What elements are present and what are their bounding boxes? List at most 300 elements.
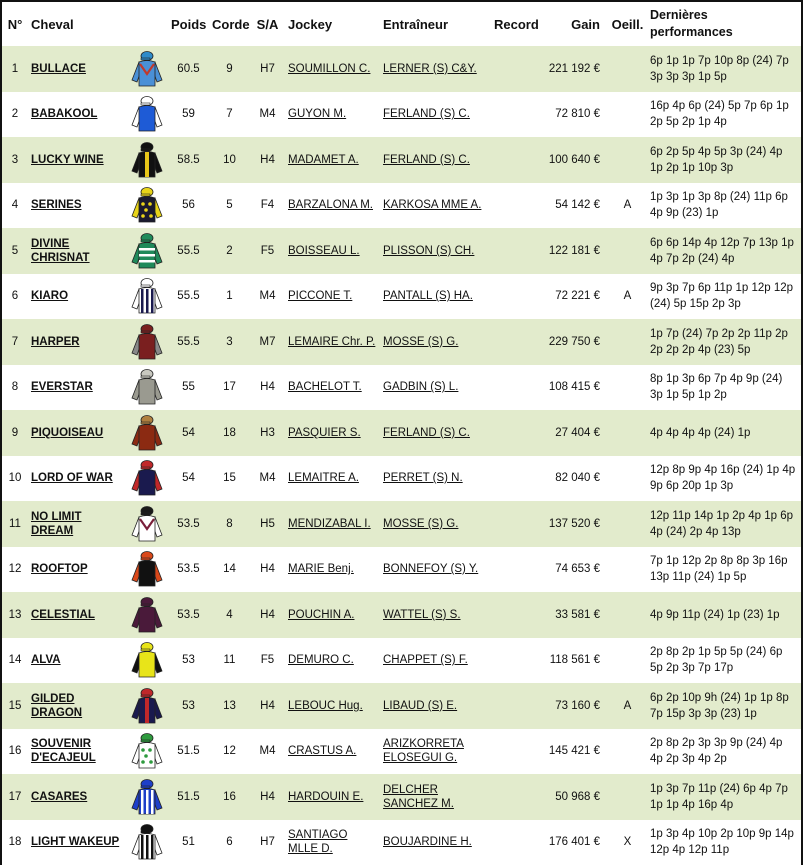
jockey-link[interactable]: HARDOUIN E. bbox=[288, 790, 364, 803]
header-silk bbox=[126, 2, 168, 46]
sex-age-cell: H4 bbox=[250, 774, 285, 820]
record-cell bbox=[491, 274, 544, 320]
performances-cell: 7p 1p 12p 2p 8p 8p 3p 16p 13p 11p (24) 1p 5p bbox=[647, 547, 801, 593]
record-cell bbox=[491, 774, 544, 820]
header-horse: Cheval bbox=[28, 2, 126, 46]
weight-cell: 55.5 bbox=[168, 228, 209, 274]
silk-gilded-dragon-icon bbox=[130, 687, 164, 725]
gain-cell: 54 142 € bbox=[544, 183, 608, 229]
gain-cell: 137 520 € bbox=[544, 501, 608, 547]
silk-cell bbox=[126, 365, 168, 411]
horse-cell bbox=[28, 547, 126, 593]
trainer-cell bbox=[380, 274, 491, 320]
jockey-cell bbox=[285, 547, 380, 593]
blinkers-cell bbox=[608, 456, 647, 502]
trainer-cell bbox=[380, 683, 491, 729]
table-row bbox=[2, 183, 801, 229]
record-cell bbox=[491, 183, 544, 229]
table-row bbox=[2, 638, 801, 684]
blinkers-cell: A bbox=[608, 683, 647, 729]
horse-name-link[interactable]: EVERSTAR bbox=[31, 381, 93, 394]
performances-cell: 6p 2p 5p 4p 5p 3p (24) 4p 1p 2p 1p 10p 3p bbox=[647, 137, 801, 183]
stall-cell: 17 bbox=[209, 365, 250, 411]
jockey-cell bbox=[285, 638, 380, 684]
blinkers-cell bbox=[608, 92, 647, 138]
trainer-link[interactable]: ARIZKORRETA ELOSEGUI G. bbox=[383, 738, 464, 765]
blinkers-cell: A bbox=[608, 274, 647, 320]
horse-cell bbox=[28, 319, 126, 365]
sex-age-cell: H7 bbox=[250, 820, 285, 865]
sex-age-cell: H4 bbox=[250, 547, 285, 593]
sex-age-cell: H4 bbox=[250, 365, 285, 411]
horse-name-link[interactable]: CELESTIAL bbox=[31, 608, 95, 621]
horse-cell bbox=[28, 820, 126, 865]
silk-cell bbox=[126, 183, 168, 229]
stall-cell: 8 bbox=[209, 501, 250, 547]
stall-cell: 13 bbox=[209, 683, 250, 729]
stall-cell: 18 bbox=[209, 410, 250, 456]
trainer-link[interactable]: CHAPPET (S) F. bbox=[383, 654, 468, 667]
trainer-link[interactable]: FERLAND (S) C. bbox=[383, 426, 470, 439]
sex-age-cell: M4 bbox=[250, 274, 285, 320]
performances-cell: 9p 3p 7p 6p 11p 1p 12p 12p (24) 5p 15p 2p 3p bbox=[647, 274, 801, 320]
silk-alva-icon bbox=[130, 641, 164, 679]
silk-lord-of-war-icon bbox=[130, 459, 164, 497]
record-cell bbox=[491, 319, 544, 365]
header-performances bbox=[647, 2, 801, 46]
trainer-cell bbox=[380, 92, 491, 138]
table-row bbox=[2, 410, 801, 456]
stall-cell: 12 bbox=[209, 729, 250, 775]
blinkers-cell bbox=[608, 729, 647, 775]
header-gain: Gain bbox=[544, 2, 608, 46]
gain-cell: 221 192 € bbox=[544, 46, 608, 92]
blinkers-cell bbox=[608, 547, 647, 593]
sex-age-cell: M4 bbox=[250, 456, 285, 502]
runner-number: 15 bbox=[2, 683, 28, 729]
trainer-cell bbox=[380, 137, 491, 183]
header-performances-line2: performances bbox=[650, 25, 733, 39]
silk-harper-icon bbox=[130, 323, 164, 361]
gain-cell: 145 421 € bbox=[544, 729, 608, 775]
record-cell bbox=[491, 820, 544, 865]
horse-name-link[interactable]: LIGHT WAKEUP bbox=[31, 836, 120, 849]
blinkers-cell bbox=[608, 774, 647, 820]
silk-souvenir-decajeul-icon bbox=[130, 732, 164, 770]
horse-name-link[interactable]: SERINES bbox=[31, 199, 82, 212]
trainer-link[interactable]: BOUJARDINE H. bbox=[383, 836, 472, 849]
gain-cell: 73 160 € bbox=[544, 683, 608, 729]
trainer-link[interactable]: PLISSON (S) CH. bbox=[383, 244, 475, 257]
horse-name-link[interactable]: ALVA bbox=[31, 654, 61, 667]
runner-number: 12 bbox=[2, 547, 28, 593]
trainer-cell bbox=[380, 638, 491, 684]
trainer-link[interactable]: BONNEFOY (S) Y. bbox=[383, 563, 479, 576]
trainer-link[interactable]: LERNER (S) C&Y. bbox=[383, 62, 477, 75]
trainer-link[interactable]: PERRET (S) N. bbox=[383, 472, 463, 485]
gain-cell: 122 181 € bbox=[544, 228, 608, 274]
runner-number: 18 bbox=[2, 820, 28, 865]
stall-cell: 3 bbox=[209, 319, 250, 365]
blinkers-cell bbox=[608, 638, 647, 684]
silk-serines-icon bbox=[130, 186, 164, 224]
weight-cell: 51.5 bbox=[168, 729, 209, 775]
runner-number: 1 bbox=[2, 46, 28, 92]
header-number: N° bbox=[2, 2, 28, 46]
blinkers-cell: A bbox=[608, 183, 647, 229]
silk-cell bbox=[126, 547, 168, 593]
header-record: Record bbox=[491, 2, 544, 46]
weight-cell: 55 bbox=[168, 365, 209, 411]
silk-celestial-icon bbox=[130, 596, 164, 634]
jockey-cell bbox=[285, 183, 380, 229]
trainer-link[interactable]: FERLAND (S) C. bbox=[383, 108, 470, 121]
sex-age-cell: M7 bbox=[250, 319, 285, 365]
trainer-cell bbox=[380, 46, 491, 92]
silk-casares-icon bbox=[130, 778, 164, 816]
sex-age-cell: H5 bbox=[250, 501, 285, 547]
silk-lucky-wine-icon bbox=[130, 141, 164, 179]
silk-cell bbox=[126, 683, 168, 729]
silk-cell bbox=[126, 820, 168, 865]
sex-age-cell: F5 bbox=[250, 638, 285, 684]
horse-cell bbox=[28, 592, 126, 638]
table-row bbox=[2, 137, 801, 183]
runners-table bbox=[2, 2, 801, 865]
gain-cell: 72 810 € bbox=[544, 92, 608, 138]
blinkers-cell bbox=[608, 501, 647, 547]
jockey-cell bbox=[285, 683, 380, 729]
horse-cell bbox=[28, 365, 126, 411]
weight-cell: 58.5 bbox=[168, 137, 209, 183]
silk-cell bbox=[126, 274, 168, 320]
gain-cell: 118 561 € bbox=[544, 638, 608, 684]
runner-number: 14 bbox=[2, 638, 28, 684]
header-blinkers: Oeill. bbox=[608, 2, 647, 46]
table-header-row bbox=[2, 2, 801, 46]
record-cell bbox=[491, 410, 544, 456]
performances-cell: 2p 8p 2p 3p 3p 9p (24) 4p 4p 2p 3p 4p 2p bbox=[647, 729, 801, 775]
silk-cell bbox=[126, 46, 168, 92]
jockey-link[interactable]: PASQUIER S. bbox=[288, 426, 361, 439]
performances-cell: 2p 8p 2p 1p 5p 5p (24) 6p 5p 2p 3p 7p 17p bbox=[647, 638, 801, 684]
silk-divine-chrisnat-icon bbox=[130, 232, 164, 270]
gain-cell: 229 750 € bbox=[544, 319, 608, 365]
jockey-cell bbox=[285, 319, 380, 365]
jockey-cell bbox=[285, 46, 380, 92]
jockey-link[interactable]: MARIE Benj. bbox=[288, 563, 354, 576]
horse-name-link[interactable]: PIQUOISEAU bbox=[31, 426, 104, 439]
table-row bbox=[2, 592, 801, 638]
jockey-link[interactable]: SANTIAGO MLLE D. bbox=[288, 829, 348, 856]
gain-cell: 27 404 € bbox=[544, 410, 608, 456]
jockey-cell bbox=[285, 410, 380, 456]
jockey-link[interactable]: LEMAITRE A. bbox=[288, 472, 359, 485]
record-cell bbox=[491, 592, 544, 638]
jockey-link[interactable]: MADAMET A. bbox=[288, 153, 359, 166]
table-row bbox=[2, 46, 801, 92]
jockey-cell bbox=[285, 92, 380, 138]
performances-cell: 1p 3p 7p 11p (24) 6p 4p 7p 1p 1p 4p 16p 4p bbox=[647, 774, 801, 820]
performances-cell: 1p 3p 1p 3p 8p (24) 11p 6p 4p 9p (23) 1p bbox=[647, 183, 801, 229]
table-row bbox=[2, 820, 801, 865]
horse-name-link[interactable]: KIARO bbox=[31, 290, 69, 303]
silk-cell bbox=[126, 456, 168, 502]
jockey-link[interactable]: POUCHIN A. bbox=[288, 608, 355, 621]
runner-number: 9 bbox=[2, 410, 28, 456]
jockey-cell bbox=[285, 820, 380, 865]
horse-cell bbox=[28, 410, 126, 456]
weight-cell: 51 bbox=[168, 820, 209, 865]
horse-cell bbox=[28, 228, 126, 274]
runner-number: 6 bbox=[2, 274, 28, 320]
weight-cell: 54 bbox=[168, 410, 209, 456]
horse-cell bbox=[28, 137, 126, 183]
trainer-cell bbox=[380, 228, 491, 274]
runner-number: 10 bbox=[2, 456, 28, 502]
jockey-link[interactable]: BOISSEAU L. bbox=[288, 244, 360, 257]
jockey-link[interactable]: DEMURO C. bbox=[288, 654, 354, 667]
gain-cell: 72 221 € bbox=[544, 274, 608, 320]
blinkers-cell bbox=[608, 592, 647, 638]
silk-cell bbox=[126, 638, 168, 684]
silk-bullace-icon bbox=[130, 50, 164, 88]
weight-cell: 53 bbox=[168, 638, 209, 684]
trainer-link[interactable]: DELCHER SANCHEZ M. bbox=[383, 783, 454, 810]
horse-name-link[interactable]: DIVINE CHRISNAT bbox=[31, 237, 90, 264]
horse-name-link[interactable]: GILDED DRAGON bbox=[31, 692, 83, 719]
jockey-link[interactable]: GUYON M. bbox=[288, 108, 347, 121]
horse-cell bbox=[28, 46, 126, 92]
trainer-cell bbox=[380, 501, 491, 547]
table-row bbox=[2, 319, 801, 365]
record-cell bbox=[491, 228, 544, 274]
horse-cell bbox=[28, 501, 126, 547]
runner-number: 13 bbox=[2, 592, 28, 638]
header-trainer: Entraîneur bbox=[380, 2, 491, 46]
jockey-cell bbox=[285, 137, 380, 183]
stall-cell: 15 bbox=[209, 456, 250, 502]
gain-cell: 100 640 € bbox=[544, 137, 608, 183]
sex-age-cell: H7 bbox=[250, 46, 285, 92]
weight-cell: 54 bbox=[168, 456, 209, 502]
trainer-link[interactable]: PANTALL (S) HA. bbox=[383, 290, 473, 303]
silk-cell bbox=[126, 319, 168, 365]
record-cell bbox=[491, 638, 544, 684]
blinkers-cell bbox=[608, 137, 647, 183]
stall-cell: 6 bbox=[209, 820, 250, 865]
stall-cell: 5 bbox=[209, 183, 250, 229]
stall-cell: 2 bbox=[209, 228, 250, 274]
header-weight: Poids bbox=[168, 2, 209, 46]
horse-cell bbox=[28, 638, 126, 684]
silk-babakool-icon bbox=[130, 95, 164, 133]
table-row bbox=[2, 501, 801, 547]
horse-name-link[interactable]: SOUVENIR D'ECAJEUL bbox=[31, 738, 96, 765]
performances-cell: 6p 1p 1p 7p 10p 8p (24) 7p 3p 3p 3p 1p 5p bbox=[647, 46, 801, 92]
silk-cell bbox=[126, 92, 168, 138]
trainer-cell bbox=[380, 547, 491, 593]
trainer-cell bbox=[380, 774, 491, 820]
record-cell bbox=[491, 137, 544, 183]
jockey-cell bbox=[285, 774, 380, 820]
horse-cell bbox=[28, 274, 126, 320]
runner-number: 11 bbox=[2, 501, 28, 547]
runner-number: 7 bbox=[2, 319, 28, 365]
table-row bbox=[2, 456, 801, 502]
blinkers-cell bbox=[608, 46, 647, 92]
weight-cell: 55.5 bbox=[168, 319, 209, 365]
trainer-link[interactable]: LIBAUD (S) E. bbox=[383, 699, 458, 712]
performances-cell: 6p 6p 14p 4p 12p 7p 13p 1p 4p 7p 2p (24) 4p bbox=[647, 228, 801, 274]
horse-name-link[interactable]: HARPER bbox=[31, 335, 80, 348]
jockey-link[interactable]: CRASTUS A. bbox=[288, 745, 357, 758]
jockey-link[interactable]: LEBOUC Hug. bbox=[288, 699, 363, 712]
performances-cell: 8p 1p 3p 6p 7p 4p 9p (24) 3p 1p 5p 1p 2p bbox=[647, 365, 801, 411]
sex-age-cell: F5 bbox=[250, 228, 285, 274]
stall-cell: 10 bbox=[209, 137, 250, 183]
runner-number: 16 bbox=[2, 729, 28, 775]
trainer-link[interactable]: MOSSE (S) G. bbox=[383, 335, 459, 348]
runner-number: 8 bbox=[2, 365, 28, 411]
trainer-cell bbox=[380, 319, 491, 365]
runner-number: 5 bbox=[2, 228, 28, 274]
record-cell bbox=[491, 365, 544, 411]
weight-cell: 53 bbox=[168, 683, 209, 729]
trainer-link[interactable]: FERLAND (S) C. bbox=[383, 153, 470, 166]
trainer-link[interactable]: WATTEL (S) S. bbox=[383, 608, 461, 621]
horse-cell bbox=[28, 729, 126, 775]
table-row bbox=[2, 228, 801, 274]
trainer-link[interactable]: MOSSE (S) G. bbox=[383, 517, 459, 530]
jockey-link[interactable]: MENDIZABAL I. bbox=[288, 517, 371, 530]
sex-age-cell: H4 bbox=[250, 137, 285, 183]
trainer-cell bbox=[380, 820, 491, 865]
jockey-link[interactable]: PICCONE T. bbox=[288, 290, 353, 303]
silk-cell bbox=[126, 592, 168, 638]
silk-cell bbox=[126, 729, 168, 775]
horse-cell bbox=[28, 774, 126, 820]
silk-piquoiseau-icon bbox=[130, 414, 164, 452]
blinkers-cell bbox=[608, 319, 647, 365]
blinkers-cell bbox=[608, 365, 647, 411]
horse-name-link[interactable]: LUCKY WINE bbox=[31, 153, 104, 166]
table-row bbox=[2, 365, 801, 411]
jockey-link[interactable]: BARZALONA M. bbox=[288, 199, 373, 212]
silk-cell bbox=[126, 501, 168, 547]
trainer-link[interactable]: KARKOSA MME A. bbox=[383, 199, 482, 212]
trainer-link[interactable]: GADBIN (S) L. bbox=[383, 381, 459, 394]
sex-age-cell: H4 bbox=[250, 592, 285, 638]
weight-cell: 59 bbox=[168, 92, 209, 138]
silk-cell bbox=[126, 137, 168, 183]
horse-name-link[interactable]: CASARES bbox=[31, 790, 88, 803]
blinkers-cell bbox=[608, 228, 647, 274]
performances-cell: 6p 2p 10p 9h (24) 1p 1p 8p 7p 15p 3p 3p (23) 1p bbox=[647, 683, 801, 729]
horse-cell bbox=[28, 92, 126, 138]
stall-cell: 11 bbox=[209, 638, 250, 684]
horse-cell bbox=[28, 456, 126, 502]
trainer-cell bbox=[380, 365, 491, 411]
weight-cell: 60.5 bbox=[168, 46, 209, 92]
horse-name-link[interactable]: LORD OF WAR bbox=[31, 472, 113, 485]
performances-cell: 1p 3p 4p 10p 2p 10p 9p 14p 12p 4p 12p 11p bbox=[647, 820, 801, 865]
stall-cell: 7 bbox=[209, 92, 250, 138]
sex-age-cell: H4 bbox=[250, 683, 285, 729]
runner-number: 17 bbox=[2, 774, 28, 820]
weight-cell: 53.5 bbox=[168, 501, 209, 547]
header-sex-age: S/A bbox=[250, 2, 285, 46]
record-cell bbox=[491, 456, 544, 502]
trainer-cell bbox=[380, 456, 491, 502]
silk-everstar-icon bbox=[130, 368, 164, 406]
horse-name-link[interactable]: BABAKOOL bbox=[31, 108, 98, 121]
trainer-cell bbox=[380, 592, 491, 638]
jockey-link[interactable]: SOUMILLON C. bbox=[288, 62, 371, 75]
record-cell bbox=[491, 547, 544, 593]
jockey-link[interactable]: LEMAIRE Chr. P. bbox=[288, 335, 376, 348]
header-jockey: Jockey bbox=[285, 2, 380, 46]
stall-cell: 9 bbox=[209, 46, 250, 92]
stall-cell: 4 bbox=[209, 592, 250, 638]
gain-cell: 108 415 € bbox=[544, 365, 608, 411]
silk-kiaro-icon bbox=[130, 277, 164, 315]
sex-age-cell: M4 bbox=[250, 92, 285, 138]
jockey-cell bbox=[285, 274, 380, 320]
record-cell bbox=[491, 729, 544, 775]
weight-cell: 53.5 bbox=[168, 592, 209, 638]
sex-age-cell: H3 bbox=[250, 410, 285, 456]
horse-name-link[interactable]: NO LIMIT DREAM bbox=[31, 510, 82, 537]
performances-cell: 16p 4p 6p (24) 5p 7p 6p 1p 2p 5p 2p 1p 4p bbox=[647, 92, 801, 138]
jockey-link[interactable]: BACHELOT T. bbox=[288, 381, 362, 394]
trainer-cell bbox=[380, 410, 491, 456]
silk-cell bbox=[126, 774, 168, 820]
silk-cell bbox=[126, 228, 168, 274]
table-row bbox=[2, 729, 801, 775]
silk-no-limit-dream-icon bbox=[130, 505, 164, 543]
gain-cell: 50 968 € bbox=[544, 774, 608, 820]
performances-cell: 4p 4p 4p 4p (24) 1p bbox=[647, 410, 801, 456]
stall-cell: 16 bbox=[209, 774, 250, 820]
horse-name-link[interactable]: ROOFTOP bbox=[31, 563, 88, 576]
sex-age-cell: M4 bbox=[250, 729, 285, 775]
horse-name-link[interactable]: BULLACE bbox=[31, 62, 86, 75]
jockey-cell bbox=[285, 501, 380, 547]
silk-cell bbox=[126, 410, 168, 456]
jockey-cell bbox=[285, 228, 380, 274]
header-performances-line1: Dernières bbox=[650, 8, 708, 22]
performances-cell: 4p 9p 11p (24) 1p (23) 1p bbox=[647, 592, 801, 638]
table-row bbox=[2, 274, 801, 320]
header-stall: Corde bbox=[209, 2, 250, 46]
table-row bbox=[2, 683, 801, 729]
jockey-cell bbox=[285, 365, 380, 411]
record-cell bbox=[491, 92, 544, 138]
gain-cell: 33 581 € bbox=[544, 592, 608, 638]
performances-cell: 12p 8p 9p 4p 16p (24) 1p 4p 9p 6p 20p 1p 3p bbox=[647, 456, 801, 502]
runner-number: 2 bbox=[2, 92, 28, 138]
weight-cell: 55.5 bbox=[168, 274, 209, 320]
record-cell bbox=[491, 683, 544, 729]
silk-rooftop-icon bbox=[130, 550, 164, 588]
stall-cell: 1 bbox=[209, 274, 250, 320]
runners-table-body bbox=[2, 46, 801, 865]
record-cell bbox=[491, 501, 544, 547]
gain-cell: 74 653 € bbox=[544, 547, 608, 593]
performances-cell: 1p 7p (24) 7p 2p 2p 11p 2p 2p 2p 2p 4p (23) 5p bbox=[647, 319, 801, 365]
gain-cell: 82 040 € bbox=[544, 456, 608, 502]
